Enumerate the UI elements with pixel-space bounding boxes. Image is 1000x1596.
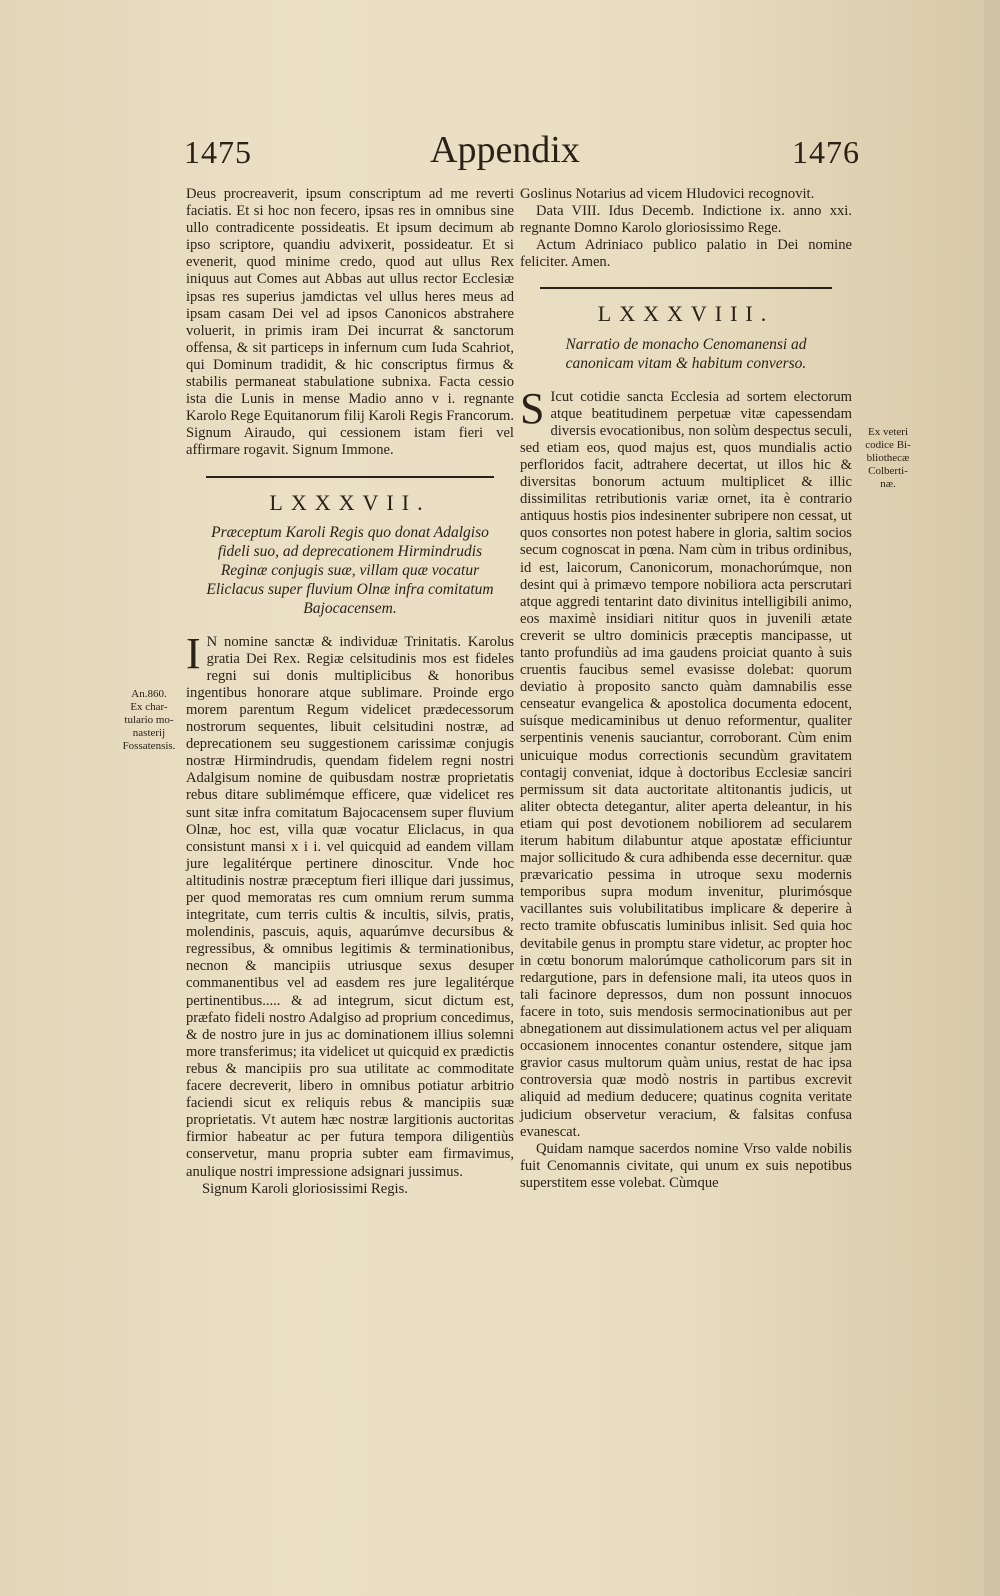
margin-note-line: Ex char-	[130, 701, 168, 713]
drop-cap: S	[520, 383, 545, 433]
running-title: Appendix	[430, 129, 580, 171]
continued-paragraph: Goslinus Notarius ad vicem Hludovici recognovit.	[520, 186, 815, 202]
margin-note-line: An.860.	[131, 688, 167, 700]
section-body	[520, 383, 852, 1141]
section-number: LXXXVIII.	[597, 301, 775, 327]
left-page-number: 1475	[184, 134, 252, 170]
section-title: Narratio de monacho Cenomanensi ad canonicam vitam & habitum converso.	[565, 335, 807, 372]
section-body	[186, 628, 514, 1181]
margin-note-line: bliothecæ	[866, 452, 910, 464]
right-page-number: 1476	[792, 134, 860, 170]
section-title: Præceptum Karoli Regis quo donat Adalgiso fideli suo, ad deprecationem Hirmindrudis Reginæ conjugis suæ, villam quæ vocatur Eliclacus super fluvium Olnæ infra comitatum Bajocacensem.	[206, 523, 494, 617]
section-body-text: N nomine sanctæ & individuæ Trinitatis. Karolus gratia Dei Rex. Regiæ celsitudinis mos est fideles regni sui donis multiplicibus & honoribus ingentibus honorare atque sublimare. Proinde ergo morem parentum Regum videlicet prædecessorum nostrorum sequentes, libuit celsitudini nostræ, ad deprecationem seu suggestionem carissimæ conjugis nostræ Hirmindrudis, quendam fidelem regni nostri Adalgisum nomine de quibusdam nostræ proprietatis rebus ditare sublimémque efficere, quæ videlicet res sunt sitæ infra comitatum Bajocacensem super fluvium Olnæ, hoc est, villa quæ vocatur Eliclacus, in qua consistunt mansi x i i. vel quicquid ad eandem villam jure legalitérque pertinere dinoscitur. Vnde hoc altitudinis nostræ præceptum fieri illique dari jussimus, per quod memoratas res cum omnium rerum summa integritate, cum terris cultis & incultis, silvis, pratis, molendinis, pascuis, aquis, aquarúmve decursibus & regressibus, & omnibus legitimis & terminationibus, necnon & mancipiis utriusque sexus desuper commanentibus vel ad easdem res jure legalitérque pertinentibus..... & ad integrum, sicut dictum est, præfato fideli nostro Adalgiso ad proprium concedimus, & de nostro jure in jus ac dominationem illius solemni more transferimus; ita videlicet ut quicquid ex prædictis rebus & mancipiis pro sua utilitate ac commoditate facere decreverit, libero in omnibus potiatur arbitrio faciendi sicut ex reliquis rebus & mancipiis suæ proprietatis. Vt autem hæc nostræ largitionis auctoritas firmior habeatur ac per futura tempora diligentiùs conservetur, manu propria subter eam firmavimus, anulique nostri impressione adsignari jussimus.	[186, 633, 514, 1180]
margin-note-line: tulario mo-	[124, 714, 174, 726]
running-header	[180, 128, 860, 178]
section-number: LXXXVII.	[269, 489, 431, 515]
margin-note-line: næ.	[880, 478, 896, 490]
section-divider	[206, 476, 494, 478]
section-body-paragraph: Quidam namque sacerdos nomine Vrso valde nobilis fuit Cenomannis civitate, qui unum ex suis nepotibus superstitem esse volebat. Cùmque	[520, 1140, 852, 1191]
section-divider	[540, 287, 832, 289]
section-body-text: Icut cotidie sancta Ecclesia ad sortem electorum atque beatitudinem perpetuæ vitæ capessendam diversis evocationibus, non solùm despectus seculi, sed etiam eos, quod majus est, quos mundialis actio perfloridos facit, adtrahere decertat, ut illos hic & diversitas bonorum actuum multiplicet & illic dissimilitas retributionis variæ ornet, ita è contrario antiquus hostis pios indesinenter subripere non cessat, ut quos consortes non potest habere in gloria, saltim socios secum cognoscat in pœna. Nam cùm in tribus ordinibus, id est, laicorum, Canonicorum, monachorúmque, non desint qui à primævo tempore nobiliora acta perscrutari atque aggredi tentarint dato divinitus intelligibili animo, eos maximè insidiari nititur quos in juvenili ætate creverit se ultro dominicis præceptis mancipasse, ut tanto profundiùs ad ima gaudens proiciat quanto à suis cruentis faucibus semel evasisse dolebat: quorum deviatio à proposito sancto quàm damnabilis esse censeatur evangelica & apostolica documenta edocent, suísque medicaminibus ut denuo reformentur, qualiter serpentinis venenis sauciantur, corroborant. Cùm enim unicuique modus correctionis secundùm gravitatem contagij conveniat, idque à doctoribus Ecclesiæ sanciri permissum sit data auctoritate altitonantis judicis, ut aliter obtecta detegantur, aliter aperta deleantur, in his etiam qui post devotionem nobiliorem ad secularem iterum habitum dilabuntur atque apostatæ efficiuntur major sollicitudo & cura adhibenda esse decernitur. quæ prævaricatio pessima in utroque sexu modernis temporibus supra modum invenitur, plurimósque vacillantes suis volubilitatibus implicare & deperire à recto tramite obfuscatis luminibus inlisit. Sed quia hoc devitabile genus in promptu stare videtur, ac propter hoc in cœtu bonorum malorúmque catholicorum pars sit in redargutione, pars in defensione mali, ita uteos quos in tali facinore depressos, dum non possunt innocuos facere in toto, suis mendosis sermocinationibus aut per abnegationem aut dissimulationem actus vel per aliquam occasionem innocentes conantur ostendere, sitque jam gravior casus multorum quàm unius, restat de hac ipsa controversia quæ modò nostris in partibus excrevit aliquid ad medium deducere; quatinus cognita veritate judicium observetur veracium, & falsitas confusa evanescat.	[520, 388, 852, 1140]
signature-line: Signum Karoli gloriosissimi Regis.	[202, 1180, 408, 1197]
left-column	[186, 186, 514, 1198]
right-margin-note	[858, 426, 918, 491]
margin-note-line: Fossatensis.	[122, 740, 176, 752]
left-margin-note	[118, 688, 180, 753]
right-column	[520, 186, 852, 1192]
margin-note-line: Ex veteri	[867, 426, 908, 438]
margin-note-line: Colberti-	[868, 465, 908, 477]
date-line: Data VIII. Idus Decemb. Indictione ix. anno xxi. regnante Domno Karolo gloriosissimo Rege.	[520, 203, 852, 237]
margin-note-line: nasterij	[132, 727, 166, 739]
continued-paragraph: Deus procreaverit, ipsum conscriptum ad me reverti faciatis. Et si hoc non fecero, ipsas res in omnibus sine ullo contradicente possideatis. Et ipsum decimum ab ipso scriptore, quandiu advixerit, possideatur. Et si evenerit, quod minime credo, quod aut ullus Rex iniquus aut Comes aut Abbas aut ullus rector Ecclesiæ ipsas res superius jamdictas vel ullus heres meus ad ipsam casam Dei vel ad ipsos Canonicos abstrahere voluerit, in primis iram Dei incurrat & sanctorum offensa, & sit particeps in infernum cum Iuda Scahriot, qui Dominum tradidit, & hic conscriptus firmus & stabilis permaneat stabulatione subnixa. Facta cessio ista die Lunis in mense Madio anno v i. regnante Karolo Rege Equitanorum filij Karoli Regis Francorum. Signum Airaudo, qui cessionem istam fieri vel affirmare rogavit. Signum Immone.	[186, 186, 514, 459]
drop-cap: I	[186, 628, 201, 678]
margin-note-line: codice Bi-	[865, 439, 911, 451]
actum-line: Actum Adriniaco publico palatio in Dei nomine feliciter. Amen.	[520, 237, 852, 271]
